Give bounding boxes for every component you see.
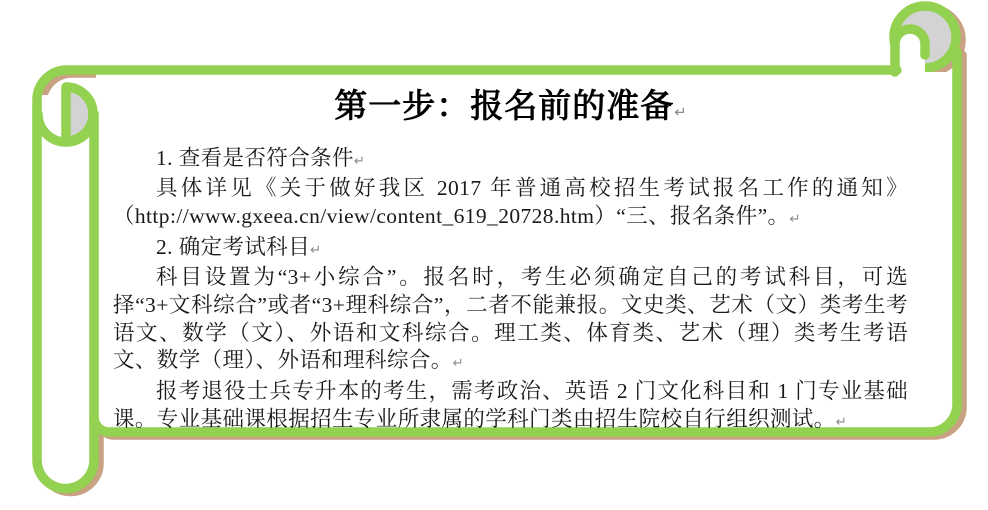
- left-roll-fill: [42, 95, 90, 484]
- paragraph-confirm-subjects: [113, 234, 908, 265]
- paragraph-check-conditions: [113, 145, 908, 176]
- paragraph-veterans: [113, 378, 908, 436]
- paragraph-text: 2. 确定考试科目: [156, 234, 311, 259]
- return-mark-icon: ↵: [353, 153, 366, 169]
- return-mark-icon: ↵: [310, 242, 322, 258]
- return-mark-icon: ↵: [789, 211, 801, 227]
- paragraph-text: 具体详见《关于做好我区 2017 年普通高校招生考试报名工作的通知》（http://www.gxeea.cn/view/content_619_20728.htm）“三、报名条件”。: [113, 176, 908, 228]
- paragraph-text: 科目设置为“3+小综合”。报名时，考生必须确定自己的考试科目，可选择“3+文科综合”或者“3+理科综合”，二者不能兼报。文史类、艺术（文）类考生考语文、数学（文）、外语和文科综合。理工类、体育类、艺术（理）类考生考语文、数学（理）、外语和理科综合。: [113, 265, 908, 373]
- paragraph-subject-setup: [113, 264, 908, 378]
- body-text: [113, 145, 908, 437]
- content-area: [113, 84, 908, 437]
- page-title: [113, 84, 908, 129]
- paragraph-text: 1. 查看是否符合条件: [156, 145, 354, 170]
- return-mark-icon: ↵: [452, 356, 464, 372]
- page-title-text: 第一步：报名前的准备: [334, 87, 675, 124]
- paragraph-text: 报考退役士兵专升本的考生，需考政治、英语 2 门文化科目和 1 门专业基础课。专业基础课根据招生专业所隶属的学科门类由招生院校自行组织测试。: [113, 379, 908, 431]
- return-mark-icon: ↵: [835, 414, 847, 430]
- return-mark-icon: ↵: [674, 103, 687, 121]
- paragraph-notice-link: [113, 175, 908, 233]
